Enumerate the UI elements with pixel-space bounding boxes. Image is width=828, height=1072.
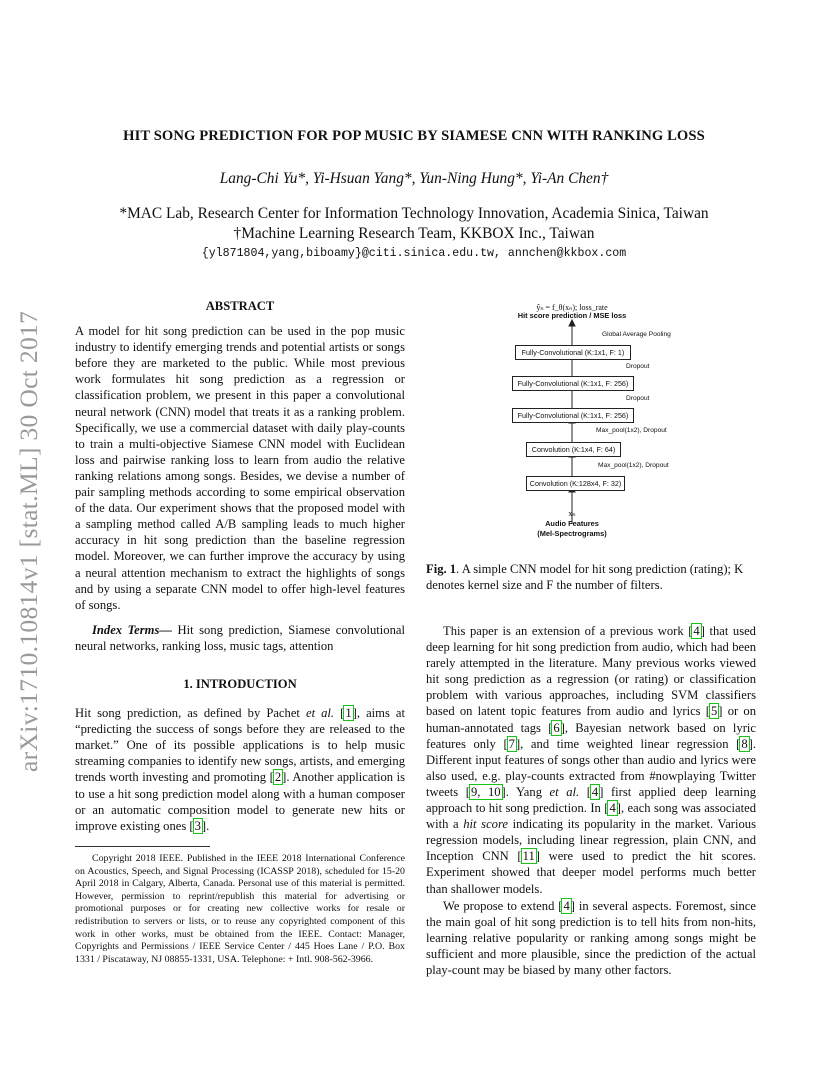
citation-link[interactable]: 4	[591, 784, 599, 799]
text: , Bayesian network based on lyric features only	[426, 720, 756, 751]
paper-title: HIT SONG PREDICTION FOR POP MUSIC BY SIAMESE CNN WITH RANKING LOSS	[123, 128, 705, 144]
text: in several aspects. Foremost, since the main goal of hit song prediction is to tell hits from non-hits, learning relative popularity or ranking among songs might be sufficient and more plausible, since the prediction of the actual play-count may be biased by many other factors.	[426, 898, 756, 977]
intro-text-a: Hit song prediction, as defined by Pachet	[75, 706, 306, 721]
left-column	[75, 298, 405, 834]
text: . Different input features of songs other than audio and lyrics were also used, e.g. play-counts extracted from #nowplaying Twitter tweets	[426, 736, 756, 799]
affiliation-2: †Machine Learning Research Team, KKBOX Inc., Taiwan	[233, 225, 595, 242]
figure-layer-box: Fully-Convolutional (K:1x1, F: 256)	[512, 408, 634, 423]
figure-input-label: Audio Features	[545, 519, 599, 528]
figure-caption	[426, 561, 756, 593]
figure-pool-label: Max_pool(1x2), Dropout	[598, 462, 669, 469]
text: , each song was associated with a	[426, 801, 756, 832]
citation-link[interactable]: 1	[345, 706, 352, 721]
figure-layer-box: Convolution (K:128x4, F: 32)	[526, 476, 625, 491]
citation-link[interactable]: 4	[693, 624, 700, 638]
text: or on human-annotated tags	[426, 704, 757, 735]
citation-link[interactable]: 9, 10	[470, 784, 501, 799]
text: indicating its popularity in the market. Various regression models, including linear regression, plain CNN, and Inception CNN	[426, 817, 756, 864]
citation-link[interactable]: 11	[522, 849, 535, 864]
caption-label: Fig. 1	[426, 562, 457, 576]
figure-layer-box: Fully-Convolutional (K:1x1, F: 1)	[515, 345, 631, 360]
text: . Yang	[505, 784, 550, 799]
intro-text-c: . Another application is to use a hit song prediction model along with a human composer or an automatic composition model to generate new hits or improve existing ones	[75, 770, 405, 833]
right-paragraph-2: We propose to extend [4] in several aspects. Foremost, since the main goal of hit song prediction is to tell hits from non-hits, learning relative popularity or ranking among songs might be sufficient and more plausible, since the prediction of the actual play-count may be biased by many other factors.	[426, 898, 756, 977]
figure-output-formula: ŷₙ = f_θ(xₙ); loss_rate	[536, 303, 608, 312]
emails: {yl871804,yang,biboamy}@citi.sinica.edu.tw, annchen@kkbox.com	[201, 247, 627, 260]
right-paragraph-1: This paper is an extension of a previous work [4] that used deep learning for hit song prediction from audio, which had been rarely attempted in the literature. Many previous works viewed hit song prediction as a regression (or rating) or classification problem with various approaches, including SVM classifiers based on latent topic features from audio and lyrics [5] or on human-annotated tags [6], Bayesian network based on lyric features only [7], and time weighted linear regression [8]. Different input features of songs other than audio and lyrics were also used, e.g. play-counts extracted from #nowplaying Twitter tweets [9, 10]. Yang et al. [4] first applied deep learning approach to hit song prediction. In [4], each song was associated with a hit score indicating its popularity in the market. Various regression models, including linear regression, plain CNN, and Inception CNN [11] were used to predict the hit scores. Experiment showed that deeper model performs much better than shallower models.	[426, 624, 757, 896]
citation-link[interactable]: 3	[194, 818, 201, 833]
text: This paper is an extension of a previous work	[443, 624, 689, 638]
citation-link[interactable]: 2	[274, 770, 282, 785]
abstract-text: A model for hit song prediction can be used in the pop music industry to identify emerging trends and potential artists or songs before they are marketed to the public. While most previous work formulates hit song prediction as a regression or classification problem, we present in this paper a convolutional neural network (CNN) model that treats it as a ranking problem. Specifically, we use a commercial dataset with daily play-counts to train a multi-objective Siamese CNN model with Euclidean loss and pairwise ranking loss to learn from audio the relative ranking relations among songs. Besides, we devise a number of pair sampling methods according to some empirical observation of the data. Our experiment shows that the proposed model with a sampling method called A/B sampling leads to much higher accuracy in hit song prediction than the baseline regression model. Moreover, we can further improve the accuracy by using a neural attention mechanism to extract the highlights of songs and by using a separate CNN model to offer high-level features of songs.	[75, 324, 405, 612]
text: We propose to extend	[443, 898, 559, 913]
figure-gap-label: Global Average Pooling	[602, 331, 671, 338]
figure-dropout-label: Dropout	[626, 363, 650, 370]
text: were used to predict the hit scores. Experiment showed that deeper model performs much better than shallower models.	[426, 849, 757, 896]
etal: et al.	[549, 784, 580, 799]
affiliation-1: *MAC Lab, Research Center for Information Technology Innovation, Academia Sinica, Taiwan	[119, 205, 709, 222]
figure-input-sublabel: (Mel-Spectrograms)	[537, 529, 607, 538]
intro-text-b: , aims at “predicting the success of songs before they are released to the market.” One of its possible applications is to help music streaming companies to identify new songs, artists, and emerging trends worth investing and promoting	[75, 706, 406, 785]
figure-dropout-label: Dropout	[626, 395, 650, 402]
index-terms	[75, 622, 405, 654]
hit-score-term: hit score	[463, 817, 508, 832]
figure-pool-label: Max_pool(1x2), Dropout	[596, 427, 667, 434]
abstract-heading: ABSTRACT	[205, 299, 275, 313]
right-column	[426, 623, 756, 978]
caption-text: . A simple CNN model for hit song prediction (rating); K denotes kernel size and F the number of filters.	[426, 562, 744, 593]
citation-link[interactable]: 7	[508, 736, 515, 751]
intro-text-d: .	[206, 818, 210, 833]
footnote-rule	[75, 846, 210, 847]
citation-link[interactable]: 8	[741, 736, 748, 751]
figure-layer-box: Fully-Convolutional (K:1x1, F: 256)	[512, 376, 634, 391]
figure-output-label: Hit score prediction / MSE loss	[517, 311, 627, 320]
index-terms-label: Index Terms—	[92, 622, 172, 637]
text: that used deep learning for hit song prediction from audio, which had been rarely attempted in the literature. Many previous works viewed hit song prediction as a regression (or rating) or classification problem with various approaches, including SVM classifiers based on latent topic features from audio and lyrics	[426, 624, 756, 719]
intro-heading: 1. INTRODUCTION	[183, 676, 297, 691]
citation-link[interactable]: 6	[553, 720, 560, 735]
citation-link[interactable]: 4	[609, 801, 616, 816]
text: , and time weighted linear regression	[520, 736, 737, 751]
intro-etal: et al.	[305, 706, 335, 721]
figure-input-symbol: xₙ	[568, 509, 576, 518]
arxiv-side-label: arXiv:1710.10814v1 [stat.ML] 30 Oct 2017	[14, 310, 43, 772]
intro-paragraph: Hit song prediction, as defined by Pachet et al. [1], aims at “predicting the success of songs before they are released to the market.” One of its possible applications is to help music streaming companies to identify new songs, artists, and emerging trends worth investing and promoting [2]. Another application is to use a hit song prediction model along with a human composer or an automatic composition model to generate new hits or improve existing ones [3].	[75, 706, 406, 833]
authors: Lang-Chi Yu*, Yi-Hsuan Yang*, Yun-Ning Hung*, Yi-An Chen†	[219, 170, 609, 187]
figure-1-diagram	[426, 300, 756, 550]
copyright-footnote: Copyright 2018 IEEE. Published in the IEEE 2018 International Conference on Acoustics, Speech, and Signal Processing (ICASSP 2018), scheduled for 15-20 April 2018 in Calgary, Alberta, Canada. Personal use of this material is permitted. However, permission to reprint/republish this material for advertising or promotional purposes or for creating new collective works for resale or redistribution to servers or lists, or to reuse any copyrighted component of this work in other works, must be obtained from the IEEE. Contact: Manager, Copyrights and Permissions / IEEE Service Center / 445 Hoes Lane / P.O. Box 1331 / Piscataway, NJ 08855-1331, USA. Telephone: + Intl. 908-562-3966.	[75, 853, 405, 965]
index-terms-text: Hit song prediction, Siamese convolutional neural networks, ranking loss, music tags, attention	[75, 622, 405, 653]
citation-link[interactable]: 5	[711, 704, 718, 719]
text: first applied deep learning approach to hit song prediction. In	[426, 784, 756, 816]
citation-link[interactable]: 4	[563, 898, 570, 913]
figure-layer-box: Convolution (K:1x4, F: 64)	[526, 442, 621, 457]
